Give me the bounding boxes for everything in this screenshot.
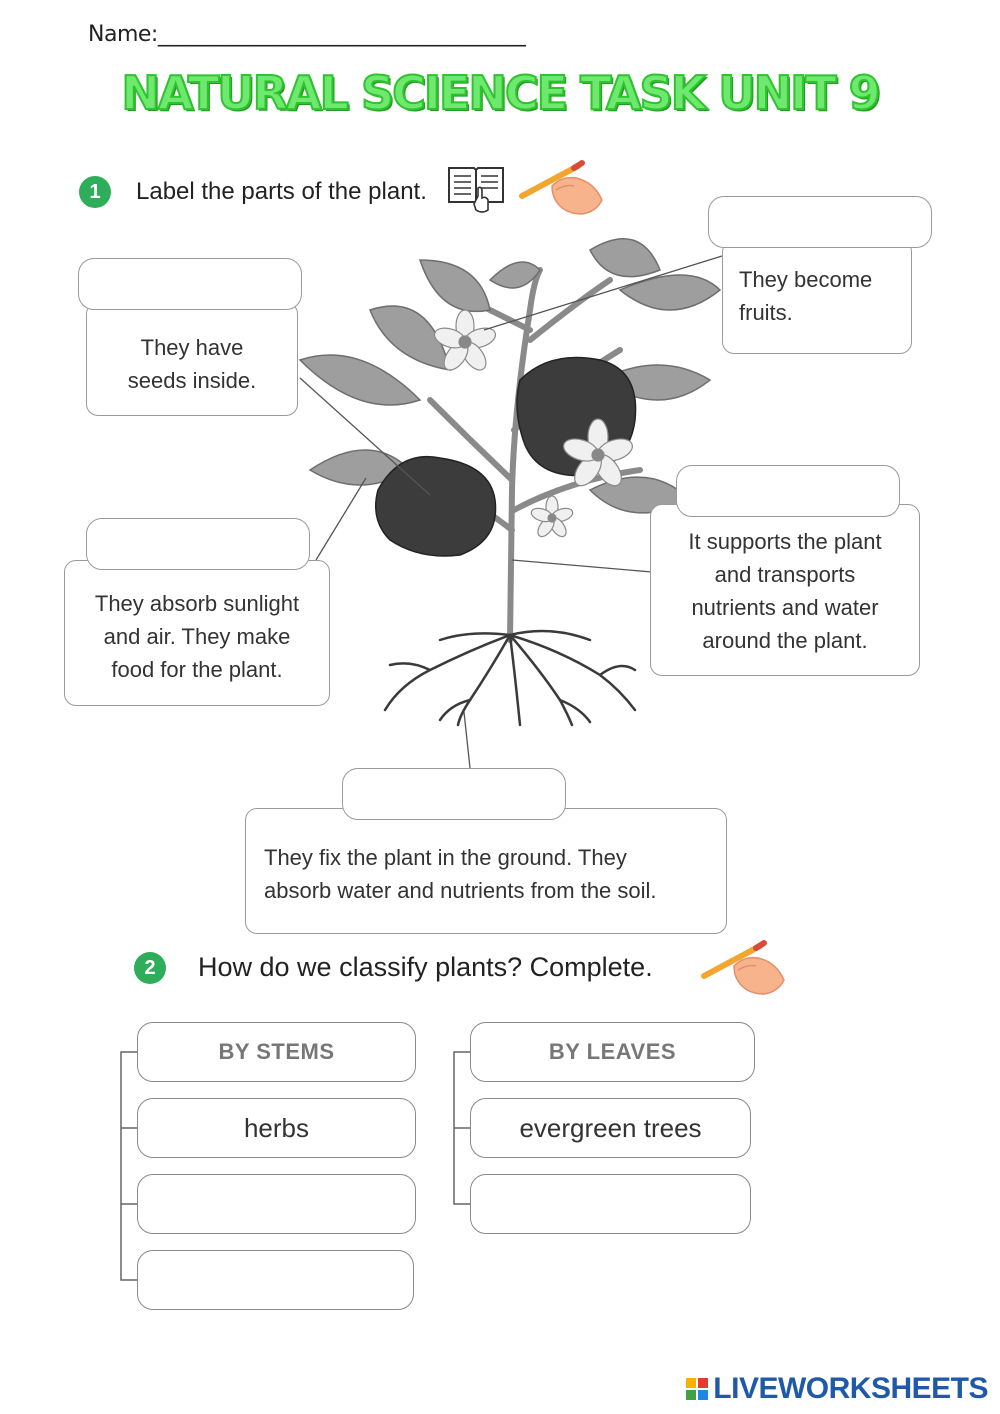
section-2-instruction: How do we classify plants? Complete. — [198, 952, 653, 982]
stem-description-line: nutrients and water — [691, 595, 879, 620]
roots-description-line: They fix the plant in the ground. They — [264, 845, 627, 870]
roots-description-line: absorb water and nutrients from the soil. — [264, 878, 657, 903]
by-leaves-item: evergreen trees — [470, 1098, 751, 1158]
by-leaves-answer-box[interactable] — [470, 1174, 751, 1234]
section-2-number: 2 — [134, 952, 166, 984]
stem-description-line: and transports — [714, 562, 856, 587]
flowers-description-line: They become — [739, 267, 873, 292]
fruits-description-line: seeds inside. — [127, 368, 257, 393]
stem-description-line: around the plant. — [702, 628, 868, 653]
section-1-number: 1 — [79, 176, 111, 208]
by-stems-answer-box[interactable] — [137, 1250, 414, 1310]
by-stems-item: herbs — [137, 1098, 416, 1158]
name-field[interactable]: Name:___________________________________ — [88, 22, 526, 47]
flowers-description-line: fruits. — [739, 300, 793, 325]
leaves-description-line: They absorb sunlight — [94, 591, 300, 616]
liveworksheets-logo-icon — [685, 1377, 709, 1401]
by-stems-answer-box[interactable] — [137, 1174, 416, 1234]
by-leaves-header: BY LEAVES — [470, 1022, 755, 1082]
leaves-description-line: and air. They make — [103, 624, 291, 649]
by-stems-header: BY STEMS — [137, 1022, 416, 1082]
page-title: NATURAL SCIENCE TASK UNIT 9 — [121, 66, 879, 120]
brand-text: LIVEWORKSHEETS — [713, 1372, 988, 1405]
liveworksheets-brand — [685, 1372, 988, 1406]
stem-description-line: It supports the plant — [688, 529, 882, 554]
fruits-description-line: They have — [140, 335, 244, 360]
leaves-description-line: food for the plant. — [111, 657, 283, 682]
section-1-instruction: Label the parts of the plant. — [136, 178, 427, 205]
